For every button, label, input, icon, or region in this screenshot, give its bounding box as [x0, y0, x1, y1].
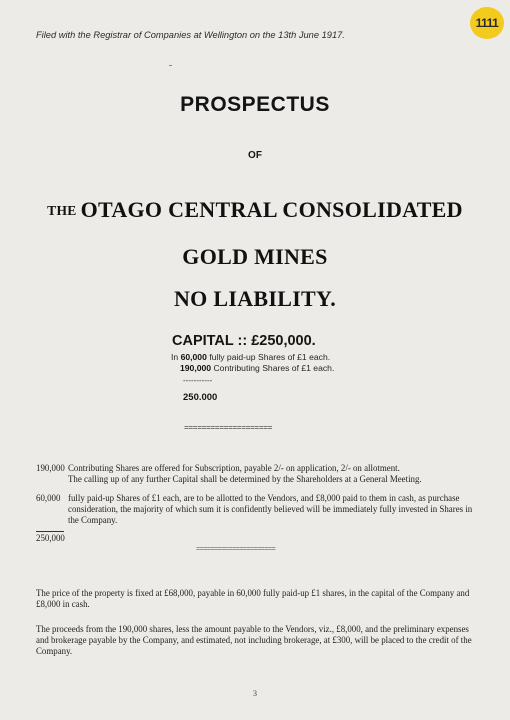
share-item-line: the Company. — [68, 515, 118, 525]
capital-line-paid-up — [171, 352, 330, 362]
paragraph-line: Company. — [36, 646, 73, 656]
capital-line-contributing-count: 190,000 — [180, 363, 212, 373]
capital-line-prefix: In — [171, 352, 179, 362]
share-item-number: 60,000 — [36, 493, 61, 503]
capital-line-contributing-text: Contributing Shares of £1 each. — [213, 363, 335, 373]
capital-line-paid-up-count: 60,000 — [180, 352, 207, 362]
title-of: OF — [248, 150, 262, 161]
company-name-line3: NO LIABILITY. — [173, 286, 337, 311]
paragraph-line: £8,000 in cash. — [36, 599, 90, 609]
shares-total: 250,000 — [36, 533, 65, 543]
capital-line-contributing — [180, 363, 334, 373]
separator-equals-secondary: ====================== — [196, 546, 276, 554]
paragraph-line: The price of the property is fixed at £68,000, payable in 60,000 fully paid-up £1 shares, in the capital of the Company and — [36, 588, 470, 598]
paper-speck — [169, 65, 172, 66]
company-name-line1 — [0, 197, 510, 223]
company-name-main: OTAGO CENTRAL CONSOLIDATED — [80, 197, 463, 222]
archive-number-sticker: 1111 — [470, 7, 504, 39]
share-item-line: consideration, the majority of which sum it is confidently believed will be immediately fully invested in Shares in — [68, 504, 473, 514]
filed-note: Filed with the Registrar of Companies at Wellington on the 13th June 1917. — [36, 30, 345, 40]
paragraph-line: The proceeds from the 190,000 shares, less the amount payable to the Vendors, viz., £8,000, and the preliminary expenses — [36, 624, 469, 634]
share-item-number: 190,000 — [36, 463, 65, 473]
share-item-line: The calling up of any further Capital shall be determined by the Shareholders at a General Meeting. — [68, 474, 422, 484]
share-item-line: fully paid-up Shares of £1 each, are to be allotted to the Vendors, and £8,000 paid to them in cash, as purchase — [68, 493, 460, 503]
paragraph-proceeds — [36, 624, 476, 657]
capital-total: 250.000 — [183, 392, 218, 403]
shares-sum-rule — [36, 531, 64, 532]
capital-line-paid-up-text: fully paid-up Shares of £1 each. — [209, 352, 331, 362]
page-number: 3 — [253, 689, 257, 698]
capital-dash-rule: ----------- — [183, 376, 213, 385]
company-name-line2: GOLD MINES — [182, 244, 328, 269]
document-title: PROSPECTUS — [180, 93, 330, 116]
share-item-line: Contributing Shares are offered for Subscription, payable 2/- on application, 2/- on allotment. — [68, 463, 400, 473]
paragraph-property-price — [36, 588, 476, 610]
company-name-the: THE — [47, 203, 77, 218]
separator-equals: ==================== — [184, 424, 273, 433]
paragraph-line: and brokerage payable by the Company, and estimated, not including brokerage, at £300, will be placed to the credit of the — [36, 635, 472, 645]
capital-heading: CAPITAL :: £250,000. — [172, 333, 316, 349]
